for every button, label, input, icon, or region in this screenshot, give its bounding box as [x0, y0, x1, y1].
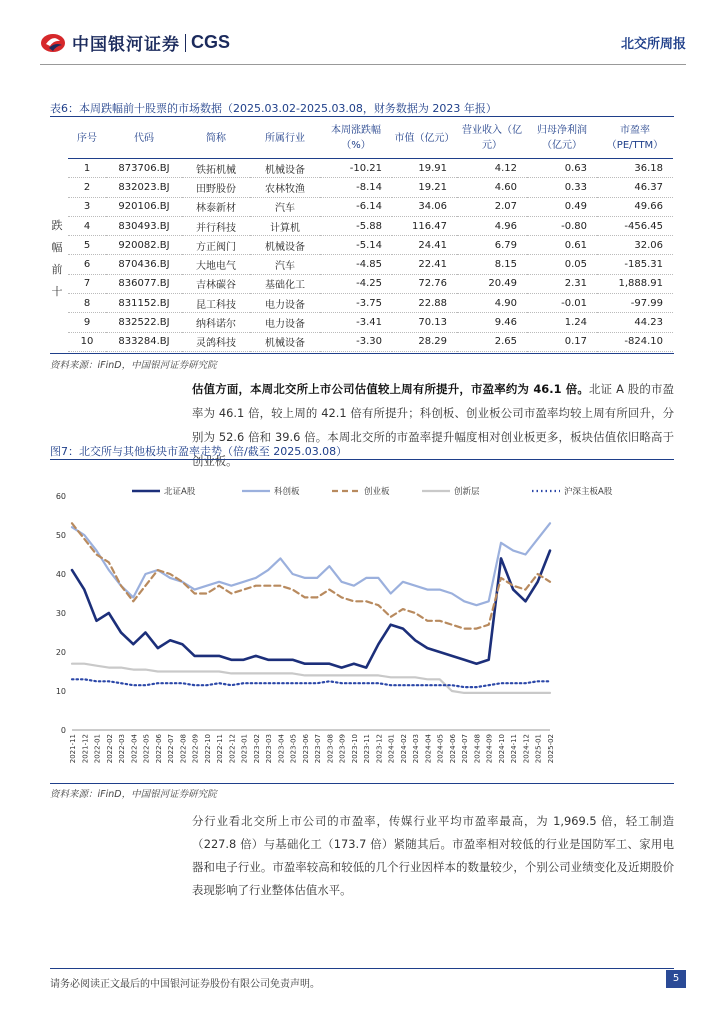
x-tick-label: 2022-05 — [142, 734, 151, 764]
table-cell: -5.88 — [320, 216, 392, 235]
table-cell: 机械设备 — [250, 236, 320, 255]
legend-label: 北证A股 — [164, 487, 196, 497]
table-cell: -3.30 — [320, 332, 392, 351]
table-cell: 1 — [68, 159, 106, 178]
table-header-row — [68, 118, 673, 159]
table-cell: 5 — [68, 236, 106, 255]
table-cell: 10 — [68, 332, 106, 351]
chart-bottom-rule — [50, 783, 674, 784]
table-row — [68, 274, 673, 293]
table-row — [68, 197, 673, 216]
table-cell: 9 — [68, 313, 106, 332]
x-tick-label: 2023-07 — [314, 734, 323, 764]
table-cell: 汽车 — [250, 255, 320, 274]
table-cell: 4 — [68, 216, 106, 235]
x-tick-label: 2023-09 — [338, 734, 347, 764]
page-header — [0, 0, 724, 64]
table-cell: 6 — [68, 255, 106, 274]
table-cell: 46.37 — [597, 178, 673, 197]
y-tick-label: 50 — [55, 531, 66, 540]
chart-caption: 图7：北交所与其他板块市盈率走势（倍/截至 2025.03.08） — [50, 445, 348, 458]
y-tick-label: 10 — [55, 687, 66, 696]
x-tick-label: 2024-05 — [436, 734, 445, 764]
y-tick-label: 40 — [55, 570, 66, 579]
table-cell: 22.88 — [392, 294, 457, 313]
table-cell: 纳科诺尔 — [182, 313, 250, 332]
table-cell: 4.60 — [457, 178, 527, 197]
table-cell: 28.29 — [392, 332, 457, 351]
table-cell: 汽车 — [250, 197, 320, 216]
series-line-4 — [72, 679, 550, 687]
x-tick-label: 2022-03 — [118, 734, 127, 764]
table-cell: 6.79 — [457, 236, 527, 255]
table-cell: -0.01 — [527, 294, 597, 313]
company-logo — [40, 30, 230, 55]
table-cell: 2.07 — [457, 197, 527, 216]
table-cell: -6.14 — [320, 197, 392, 216]
col-header: 所属行业 — [250, 118, 320, 159]
table-top-rule — [50, 116, 674, 117]
table-cell: -5.14 — [320, 236, 392, 255]
table-cell: 72.76 — [392, 274, 457, 293]
table-cell: 机械设备 — [250, 332, 320, 351]
table-cell: 4.12 — [457, 159, 527, 178]
table-cell: 计算机 — [250, 216, 320, 235]
table-cell: -8.14 — [320, 178, 392, 197]
table-cell: -10.21 — [320, 159, 392, 178]
table-cell: 吉林碳谷 — [182, 274, 250, 293]
disclaimer-note: 请务必阅读正文最后的中国银河证券股份有限公司免责声明。 — [50, 979, 320, 990]
table-cell: 70.13 — [392, 313, 457, 332]
table-cell: 1,888.91 — [597, 274, 673, 293]
table-cell: 830493.BJ — [106, 216, 182, 235]
x-tick-label: 2023-06 — [301, 734, 310, 764]
table-cell: 田野股份 — [182, 178, 250, 197]
table-cell: 34.06 — [392, 197, 457, 216]
table-cell: 22.41 — [392, 255, 457, 274]
x-tick-label: 2021-11 — [69, 734, 77, 764]
col-header: 代码 — [106, 118, 182, 159]
table-cell: -4.25 — [320, 274, 392, 293]
x-tick-label: 2023-12 — [375, 734, 384, 764]
x-tick-label: 2024-01 — [387, 734, 396, 764]
table-row — [68, 236, 673, 255]
col-header: 本周涨跌幅（%） — [320, 118, 392, 159]
series-line-3 — [72, 664, 550, 693]
table-row — [68, 294, 673, 313]
x-tick-label: 2024-12 — [522, 734, 531, 764]
x-tick-label: 2022-08 — [179, 734, 188, 764]
y-tick-label: 60 — [55, 492, 66, 501]
report-name: 北交所周报 — [620, 37, 686, 52]
table-cell: 方正阀门 — [182, 236, 250, 255]
table-cell: 870436.BJ — [106, 255, 182, 274]
x-tick-label: 2024-02 — [399, 734, 408, 764]
y-tick-label: 0 — [60, 726, 66, 735]
col-header: 序号 — [68, 118, 106, 159]
x-tick-label: 2023-08 — [326, 734, 335, 764]
col-header: 营业收入（亿元） — [457, 118, 527, 159]
side-char: 幅 — [51, 241, 63, 254]
table-cell: 24.41 — [392, 236, 457, 255]
x-tick-label: 2022-11 — [216, 734, 225, 764]
table-cell: 0.63 — [527, 159, 597, 178]
table-cell: -97.99 — [597, 294, 673, 313]
table-cell: 873706.BJ — [106, 159, 182, 178]
x-tick-label: 2024-08 — [473, 734, 482, 764]
x-tick-label: 2025-02 — [547, 734, 555, 764]
chart-top-rule — [50, 459, 674, 460]
logo-separator — [185, 34, 186, 52]
table-cell: 20.49 — [457, 274, 527, 293]
y-tick-label: 20 — [55, 648, 66, 657]
x-tick-label: 2022-10 — [203, 734, 212, 764]
footer-rule — [50, 968, 674, 969]
series-line-1 — [72, 523, 550, 605]
table-cell: 灵鸽科技 — [182, 332, 250, 351]
table-cell: 林泰新材 — [182, 197, 250, 216]
x-tick-label: 2022-02 — [105, 734, 114, 764]
x-tick-label: 2025-01 — [534, 734, 543, 764]
valuation-body: 北证 A 股的市盈率为 46.1 倍，较上周的 42.1 倍有所提升；科创板、创业板公司市盈率均较上周有所回升，分别为 52.6 倍和 39.6 倍。本周北交所的市盈率提升幅度相对创业板更多，板块估值依旧略高于创业板。 — [192, 382, 674, 468]
table-cell: 831152.BJ — [106, 294, 182, 313]
table-cell: 116.47 — [392, 216, 457, 235]
table-cell: 0.33 — [527, 178, 597, 197]
table-cell: 2 — [68, 178, 106, 197]
table-cell: -3.41 — [320, 313, 392, 332]
table-row — [68, 255, 673, 274]
table-cell: 920082.BJ — [106, 236, 182, 255]
x-tick-label: 2024-06 — [448, 734, 457, 764]
table-row — [68, 178, 673, 197]
table-cell: 920106.BJ — [106, 197, 182, 216]
table-cell: 833284.BJ — [106, 332, 182, 351]
table-cell: -0.80 — [527, 216, 597, 235]
table-cell: 44.23 — [597, 313, 673, 332]
table-cell: 0.49 — [527, 197, 597, 216]
table-cell: 电力设备 — [250, 294, 320, 313]
x-tick-label: 2023-03 — [265, 734, 274, 764]
side-char: 前 — [51, 263, 63, 276]
side-char: 跌 — [51, 219, 63, 232]
col-header: 归母净利润（亿元） — [527, 118, 597, 159]
legend-label: 沪深主板A股 — [564, 487, 613, 497]
table-source: 资料来源：iFinD，中国银河证券研究院 — [50, 360, 217, 371]
legend-label: 创业板 — [364, 487, 390, 497]
table-cell: 1.24 — [527, 313, 597, 332]
table-row — [68, 332, 673, 351]
legend-label: 创新层 — [454, 487, 480, 497]
industry-pe-paragraph: 分行业看北交所上市公司的市盈率，传媒行业平均市盈率最高，为 1,969.5 倍，轻工制造（227.8 倍）与基础化工（173.7 倍）紧随其后。市盈率相对较低的行业是国防军工、家用电器和电子行业。市盈率较高和较低的几个行业因样本的数量较少，个别公司业绩变化及近期股价表现影响了行业整体估值水平。 — [192, 814, 674, 897]
table-side-label — [50, 215, 64, 303]
table-cell: -456.45 — [597, 216, 673, 235]
table-cell: -4.85 — [320, 255, 392, 274]
table-cell: 3 — [68, 197, 106, 216]
col-header: 简称 — [182, 118, 250, 159]
x-tick-label: 2022-12 — [228, 734, 237, 764]
table-cell: 铁拓机械 — [182, 159, 250, 178]
x-tick-label: 2022-04 — [130, 734, 139, 764]
y-tick-label: 30 — [55, 609, 66, 618]
table-bottom-rule — [50, 353, 674, 354]
header-rule — [40, 64, 686, 65]
x-tick-label: 2022-06 — [154, 734, 163, 764]
table-cell: 36.18 — [597, 159, 673, 178]
x-tick-label: 2023-01 — [240, 734, 249, 764]
table-cell: -824.10 — [597, 332, 673, 351]
x-tick-label: 2022-07 — [167, 734, 176, 764]
table-cell: 昆工科技 — [182, 294, 250, 313]
table-cell: 电力设备 — [250, 313, 320, 332]
logo-mark-icon — [40, 32, 66, 54]
decliners-table — [68, 118, 673, 352]
table-cell: 2.31 — [527, 274, 597, 293]
table-cell: 8 — [68, 294, 106, 313]
table-cell: 0.17 — [527, 332, 597, 351]
page-number: 5 — [666, 970, 686, 988]
table-cell: 0.05 — [527, 255, 597, 274]
table-cell: 4.90 — [457, 294, 527, 313]
x-tick-label: 2022-01 — [93, 734, 102, 764]
x-tick-label: 2023-10 — [350, 734, 359, 764]
chart-source: 资料来源：iFinD，中国银河证券研究院 — [50, 789, 217, 800]
valuation-lead: 估值方面，本周北交所上市公司估值较上周有所提升，市盈率约为 46.1 倍。 — [192, 382, 589, 396]
table-row — [68, 313, 673, 332]
x-tick-label: 2024-07 — [461, 734, 470, 764]
table-cell: 2.65 — [457, 332, 527, 351]
table-cell: 4.96 — [457, 216, 527, 235]
table-cell: 49.66 — [597, 197, 673, 216]
pe-trend-chart — [50, 470, 674, 780]
table-cell: -185.31 — [597, 255, 673, 274]
col-header: 市盈率（PE/TTM） — [597, 118, 673, 159]
table-cell: 8.15 — [457, 255, 527, 274]
table-cell: 832522.BJ — [106, 313, 182, 332]
table-row — [68, 159, 673, 178]
table-cell: 836077.BJ — [106, 274, 182, 293]
logo-text-cn: 中国银河证券 — [72, 35, 180, 55]
table-cell: 9.46 — [457, 313, 527, 332]
table-cell: 机械设备 — [250, 159, 320, 178]
logo-text-en: CGS — [191, 32, 231, 52]
x-tick-label: 2024-10 — [497, 734, 506, 764]
x-tick-label: 2024-03 — [412, 734, 421, 764]
x-tick-label: 2022-09 — [191, 734, 200, 764]
x-tick-label: 2023-11 — [363, 734, 372, 764]
table-cell: 0.61 — [527, 236, 597, 255]
x-tick-label: 2021-12 — [81, 734, 90, 764]
table-cell: 19.21 — [392, 178, 457, 197]
table-row — [68, 216, 673, 235]
table-cell: -3.75 — [320, 294, 392, 313]
table-cell: 基础化工 — [250, 274, 320, 293]
x-tick-label: 2024-09 — [485, 734, 494, 764]
table-cell: 832023.BJ — [106, 178, 182, 197]
x-tick-label: 2023-02 — [252, 734, 261, 764]
table-cell: 19.91 — [392, 159, 457, 178]
side-char: 十 — [51, 285, 63, 298]
table-cell: 7 — [68, 274, 106, 293]
legend-label: 科创板 — [274, 487, 300, 497]
table-cell: 大地电气 — [182, 255, 250, 274]
series-line-0 — [72, 551, 550, 668]
x-tick-label: 2023-05 — [289, 734, 298, 764]
col-header: 市值（亿元） — [392, 118, 457, 159]
table-cell: 农林牧渔 — [250, 178, 320, 197]
x-tick-label: 2023-04 — [277, 734, 286, 764]
table-caption: 表6：本周跌幅前十股票的市场数据（2025.03.02-2025.03.08，财务数据为 2023 年报） — [50, 102, 497, 115]
table-cell: 32.06 — [597, 236, 673, 255]
x-tick-label: 2024-11 — [510, 734, 519, 764]
x-tick-label: 2024-04 — [424, 734, 433, 764]
table-cell: 并行科技 — [182, 216, 250, 235]
